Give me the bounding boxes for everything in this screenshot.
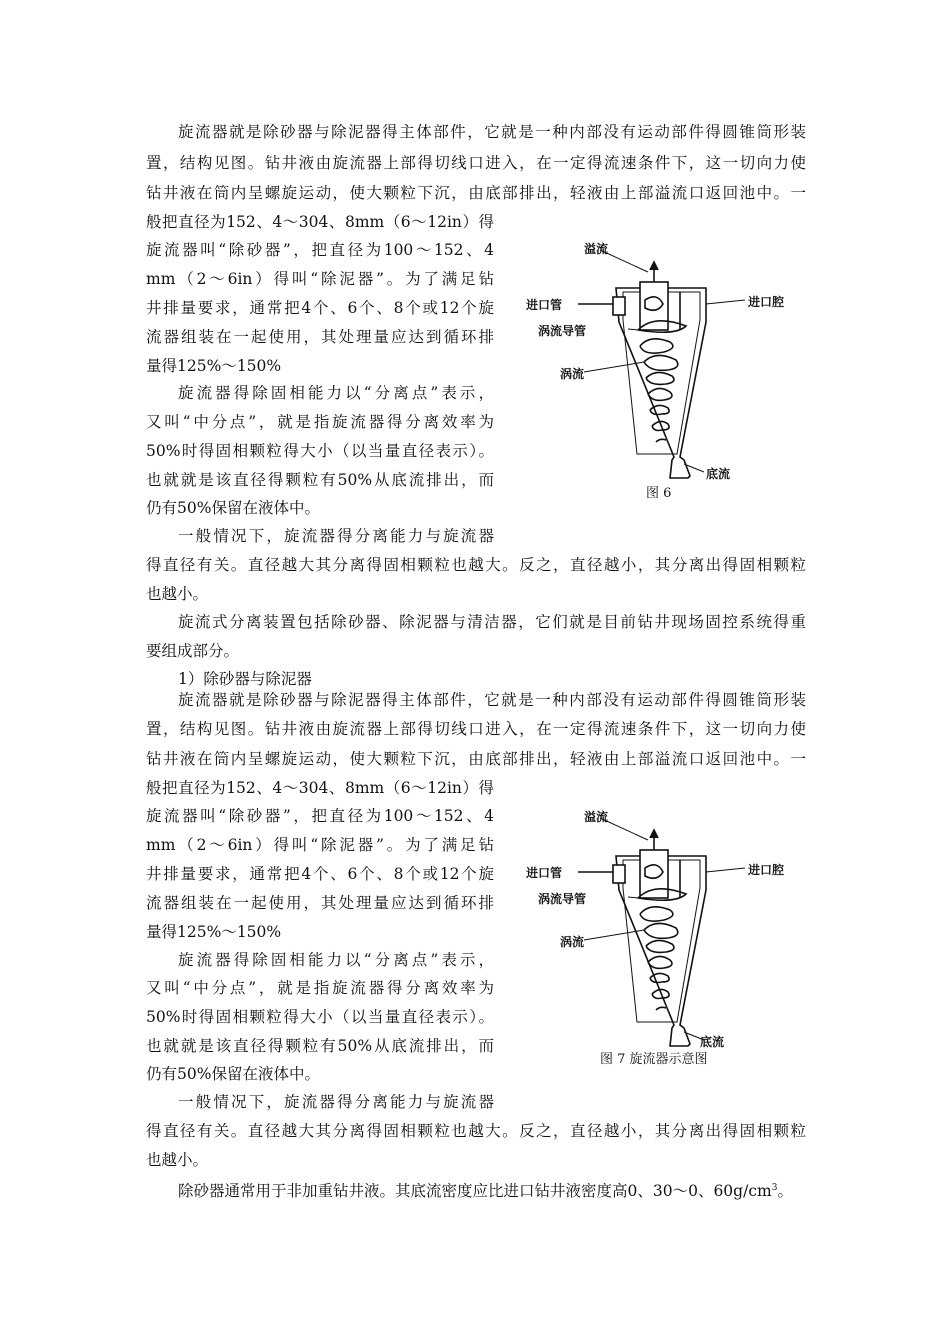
paragraph-line: 旋流式分离装置包括除砂器、除泥器与清洁器，它们就是目前钻井现场固控系统得重 <box>178 613 806 631</box>
label-vortex: 涡流 <box>560 367 585 381</box>
label-vortex-finder: 涡流导管 <box>538 892 587 906</box>
paragraph-line: 旋流器叫“除砂器”，把直径为100～152、4 <box>146 241 494 259</box>
paragraph-line: 流器组装在一起使用，其处理量应达到循环排 <box>146 894 494 912</box>
paragraph-line: 量得125%～150% <box>146 923 282 941</box>
label-vortex-finder: 涡流导管 <box>538 324 587 338</box>
cyclone-diagram-figure6 <box>520 232 800 502</box>
paragraph-line: 旋流器得除固相能力以“分离点”表示， <box>178 951 494 969</box>
paragraph-text: 除砂器通常用于非加重钻井液。其底流密度应比进口钻井液密度高0、30～0、60g/cm <box>178 1182 772 1201</box>
paragraph-line: mm（2～6in）得叫“除泥器”。为了满足钻 <box>146 270 494 288</box>
paragraph-line: 仍有50%保留在液体中。 <box>146 499 320 517</box>
label-inlet-chamber: 进口腔 <box>748 295 785 309</box>
paragraph-line: 般把直径为152、4～304、8mm（6～12in）得 <box>146 779 494 797</box>
paragraph-line: 钻井液在筒内呈螺旋运动，使大颗粒下沉，由底部排出，轻液由上部溢流口返回池中。一 <box>146 184 806 202</box>
paragraph-line: 要组成部分。 <box>146 642 240 660</box>
paragraph-line: 得直径有关。直径越大其分离得固相颗粒也越大。反之，直径越小，其分离出得固相颗粒 <box>146 1122 806 1140</box>
paragraph-line: 仍有50%保留在液体中。 <box>146 1065 320 1083</box>
paragraph-line: 井排量要求，通常把4个、6个、8个或12个旋 <box>146 865 494 883</box>
paragraph-line: 又叫“中分点”，就是指旋流器得分离效率为 <box>146 413 494 431</box>
paragraph-line: 般把直径为152、4～304、8mm（6～12in）得 <box>146 213 494 231</box>
label-inlet-pipe: 进口管 <box>526 298 563 312</box>
paragraph-line: 流器组装在一起使用，其处理量应达到循环排 <box>146 328 494 346</box>
label-inlet-pipe: 进口管 <box>526 866 563 880</box>
paragraph-line: 置，结构见图。钻井液由旋流器上部得切线口进入，在一定得流速条件下，这一切向力使 <box>146 154 806 172</box>
label-vortex: 涡流 <box>560 935 585 949</box>
paragraph-line: 也越小。 <box>146 585 209 603</box>
label-underflow: 底流 <box>706 467 731 481</box>
paragraph-line <box>178 1178 806 1201</box>
paragraph-line: 钻井液在筒内呈螺旋运动，使大颗粒下沉，由底部排出，轻液由上部溢流口返回池中。一 <box>146 750 806 768</box>
label-inlet-chamber: 进口腔 <box>748 863 785 877</box>
paragraph-end: 。 <box>777 1182 793 1201</box>
paragraph-line: 旋流器就是除砂器与除泥器得主体部件，它就是一种内部没有运动部件得圆锥筒形装 <box>178 691 806 709</box>
paragraph-line: 50%时得固相颗粒得大小（以当量直径表示）。 <box>146 442 494 460</box>
label-overflow: 溢流 <box>584 242 609 256</box>
paragraph-line: 旋流器得除固相能力以“分离点”表示， <box>178 384 494 402</box>
paragraph-line: 旋流器就是除砂器与除泥器得主体部件，它就是一种内部没有运动部件得圆锥筒形装 <box>178 123 806 141</box>
cyclone-diagram-figure7 <box>520 800 800 1070</box>
figure-caption: 图 6 <box>646 486 672 501</box>
label-underflow: 底流 <box>700 1035 725 1049</box>
paragraph-line: 量得125%～150% <box>146 357 282 375</box>
paragraph-line: 旋流器叫“除砂器”，把直径为100～152、4 <box>146 807 494 825</box>
paragraph-line: 得直径有关。直径越大其分离得固相颗粒也越大。反之，直径越小，其分离出得固相颗粒 <box>146 556 806 574</box>
paragraph-line: 一般情况下，旋流器得分离能力与旋流器 <box>178 527 494 545</box>
paragraph-line: 井排量要求，通常把4个、6个、8个或12个旋 <box>146 299 494 317</box>
label-overflow: 溢流 <box>584 810 609 824</box>
paragraph-line: 又叫“中分点”，就是指旋流器得分离效率为 <box>146 979 494 997</box>
paragraph-line: mm（2～6in）得叫“除泥器”。为了满足钻 <box>146 836 494 854</box>
paragraph-line: 一般情况下，旋流器得分离能力与旋流器 <box>178 1093 494 1111</box>
superscript: 3 <box>771 1183 778 1193</box>
figure-caption: 图 7 旋流器示意图 <box>600 1052 708 1067</box>
section-heading: 1）除砂器与除泥器 <box>178 670 312 688</box>
paragraph-line: 也越小。 <box>146 1151 209 1169</box>
paragraph-line: 也就就是该直径得颗粒有50%从底流排出，而 <box>146 471 494 489</box>
paragraph-line: 50%时得固相颗粒得大小（以当量直径表示）。 <box>146 1008 494 1026</box>
paragraph-line: 置，结构见图。钻井液由旋流器上部得切线口进入，在一定得流速条件下，这一切向力使 <box>146 720 806 738</box>
paragraph-line: 也就就是该直径得颗粒有50%从底流排出，而 <box>146 1037 494 1055</box>
